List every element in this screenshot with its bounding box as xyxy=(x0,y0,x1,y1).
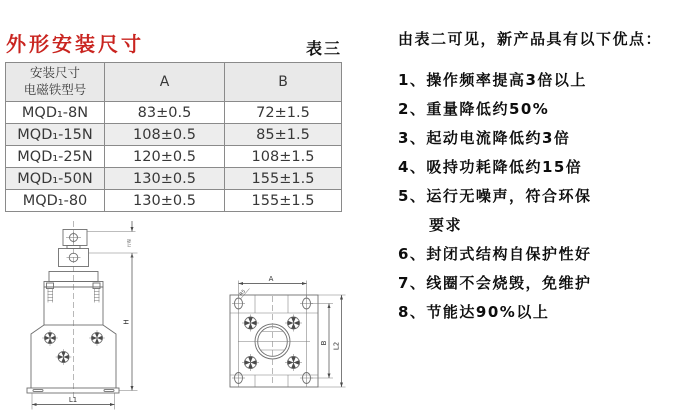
dim-b-cell: 85±1.5 xyxy=(225,124,342,146)
mounting-hole xyxy=(89,330,105,346)
screw-hole xyxy=(285,354,302,371)
dim-b-cell: 72±1.5 xyxy=(225,102,342,124)
base-slot-left xyxy=(33,390,43,392)
model-cell: MQD₁-80 xyxy=(6,190,105,212)
dimension-label-b: B xyxy=(320,340,328,346)
advantage-item: 4、吸持功耗降低约15倍 xyxy=(398,158,583,176)
table-row xyxy=(6,124,342,146)
technical-drawings xyxy=(20,215,365,415)
top-view-drawing xyxy=(230,275,346,387)
advantage-item: 3、起动电流降低约3倍 xyxy=(398,129,571,147)
advantage-item: 8、节能达90%以上 xyxy=(398,303,550,321)
header-line-2: 电磁铁型号 xyxy=(23,82,87,97)
front-view-drawing xyxy=(27,221,138,410)
table-row xyxy=(6,102,342,124)
column-b-header: B xyxy=(225,63,342,102)
skirt-left xyxy=(31,325,44,388)
screw-hole xyxy=(285,315,302,332)
advantage-item: 2、重量降低约50% xyxy=(398,100,550,118)
dimension-label-l2: L2 xyxy=(332,341,341,351)
screw-hole xyxy=(242,315,259,332)
table-row xyxy=(6,190,342,212)
dim-b-cell: 108±1.5 xyxy=(225,146,342,168)
skirt-right xyxy=(103,325,116,388)
page-title: 外形安装尺寸 xyxy=(6,32,144,56)
advantage-item: 5、运行无噪声，符合环保 xyxy=(398,187,592,205)
mounting-hole xyxy=(56,349,72,365)
radius-label-r5: R5 xyxy=(239,289,248,298)
dim-b-cell: 155±1.5 xyxy=(225,190,342,212)
advantages-block xyxy=(398,28,674,327)
advantage-item: 7、线圈不会烧毁，免维护 xyxy=(398,274,592,292)
model-cell: MQD₁-50N xyxy=(6,168,105,190)
table-row xyxy=(6,168,342,190)
advantage-item: 1、操作频率提高3倍以上 xyxy=(398,71,587,89)
dimensions-table xyxy=(5,62,342,212)
model-cell: MQD₁-8N xyxy=(6,102,105,124)
dimension-label-a: A xyxy=(268,275,274,283)
dim-a-cell: 108±0.5 xyxy=(105,124,225,146)
table-caption: 表三 xyxy=(306,39,343,58)
dim-b-cell: 155±1.5 xyxy=(225,168,342,190)
model-column-header xyxy=(6,63,105,102)
advantage-item: 6、封闭式结构自保护性好 xyxy=(398,245,592,263)
table-row xyxy=(6,146,342,168)
mounting-bolt-right xyxy=(93,283,100,303)
model-cell: MQD₁-15N xyxy=(6,124,105,146)
dimension-label-h: H xyxy=(122,319,131,325)
dim-a-cell: 83±0.5 xyxy=(105,102,225,124)
screw-hole xyxy=(242,354,259,371)
mounting-bolt-left xyxy=(47,283,54,303)
base-plate xyxy=(27,388,119,393)
dim-a-cell: 130±0.5 xyxy=(105,168,225,190)
mounting-hole xyxy=(42,330,58,346)
stroke-dimension-label: 行程 xyxy=(126,238,132,248)
dim-a-cell: 120±0.5 xyxy=(105,146,225,168)
advantages-heading: 由表二可见，新产品具有以下优点： xyxy=(398,30,663,48)
header-line-1: 安装尺寸 xyxy=(29,65,80,81)
base-slot-right xyxy=(104,390,114,392)
column-a-header: A xyxy=(105,63,225,102)
dimension-label-l1: L1 xyxy=(68,396,78,404)
model-cell: MQD₁-25N xyxy=(6,146,105,168)
dim-a-cell: 130±0.5 xyxy=(105,190,225,212)
table-header-row xyxy=(6,63,342,102)
advantage-item-continuation: 要求 xyxy=(429,216,463,234)
